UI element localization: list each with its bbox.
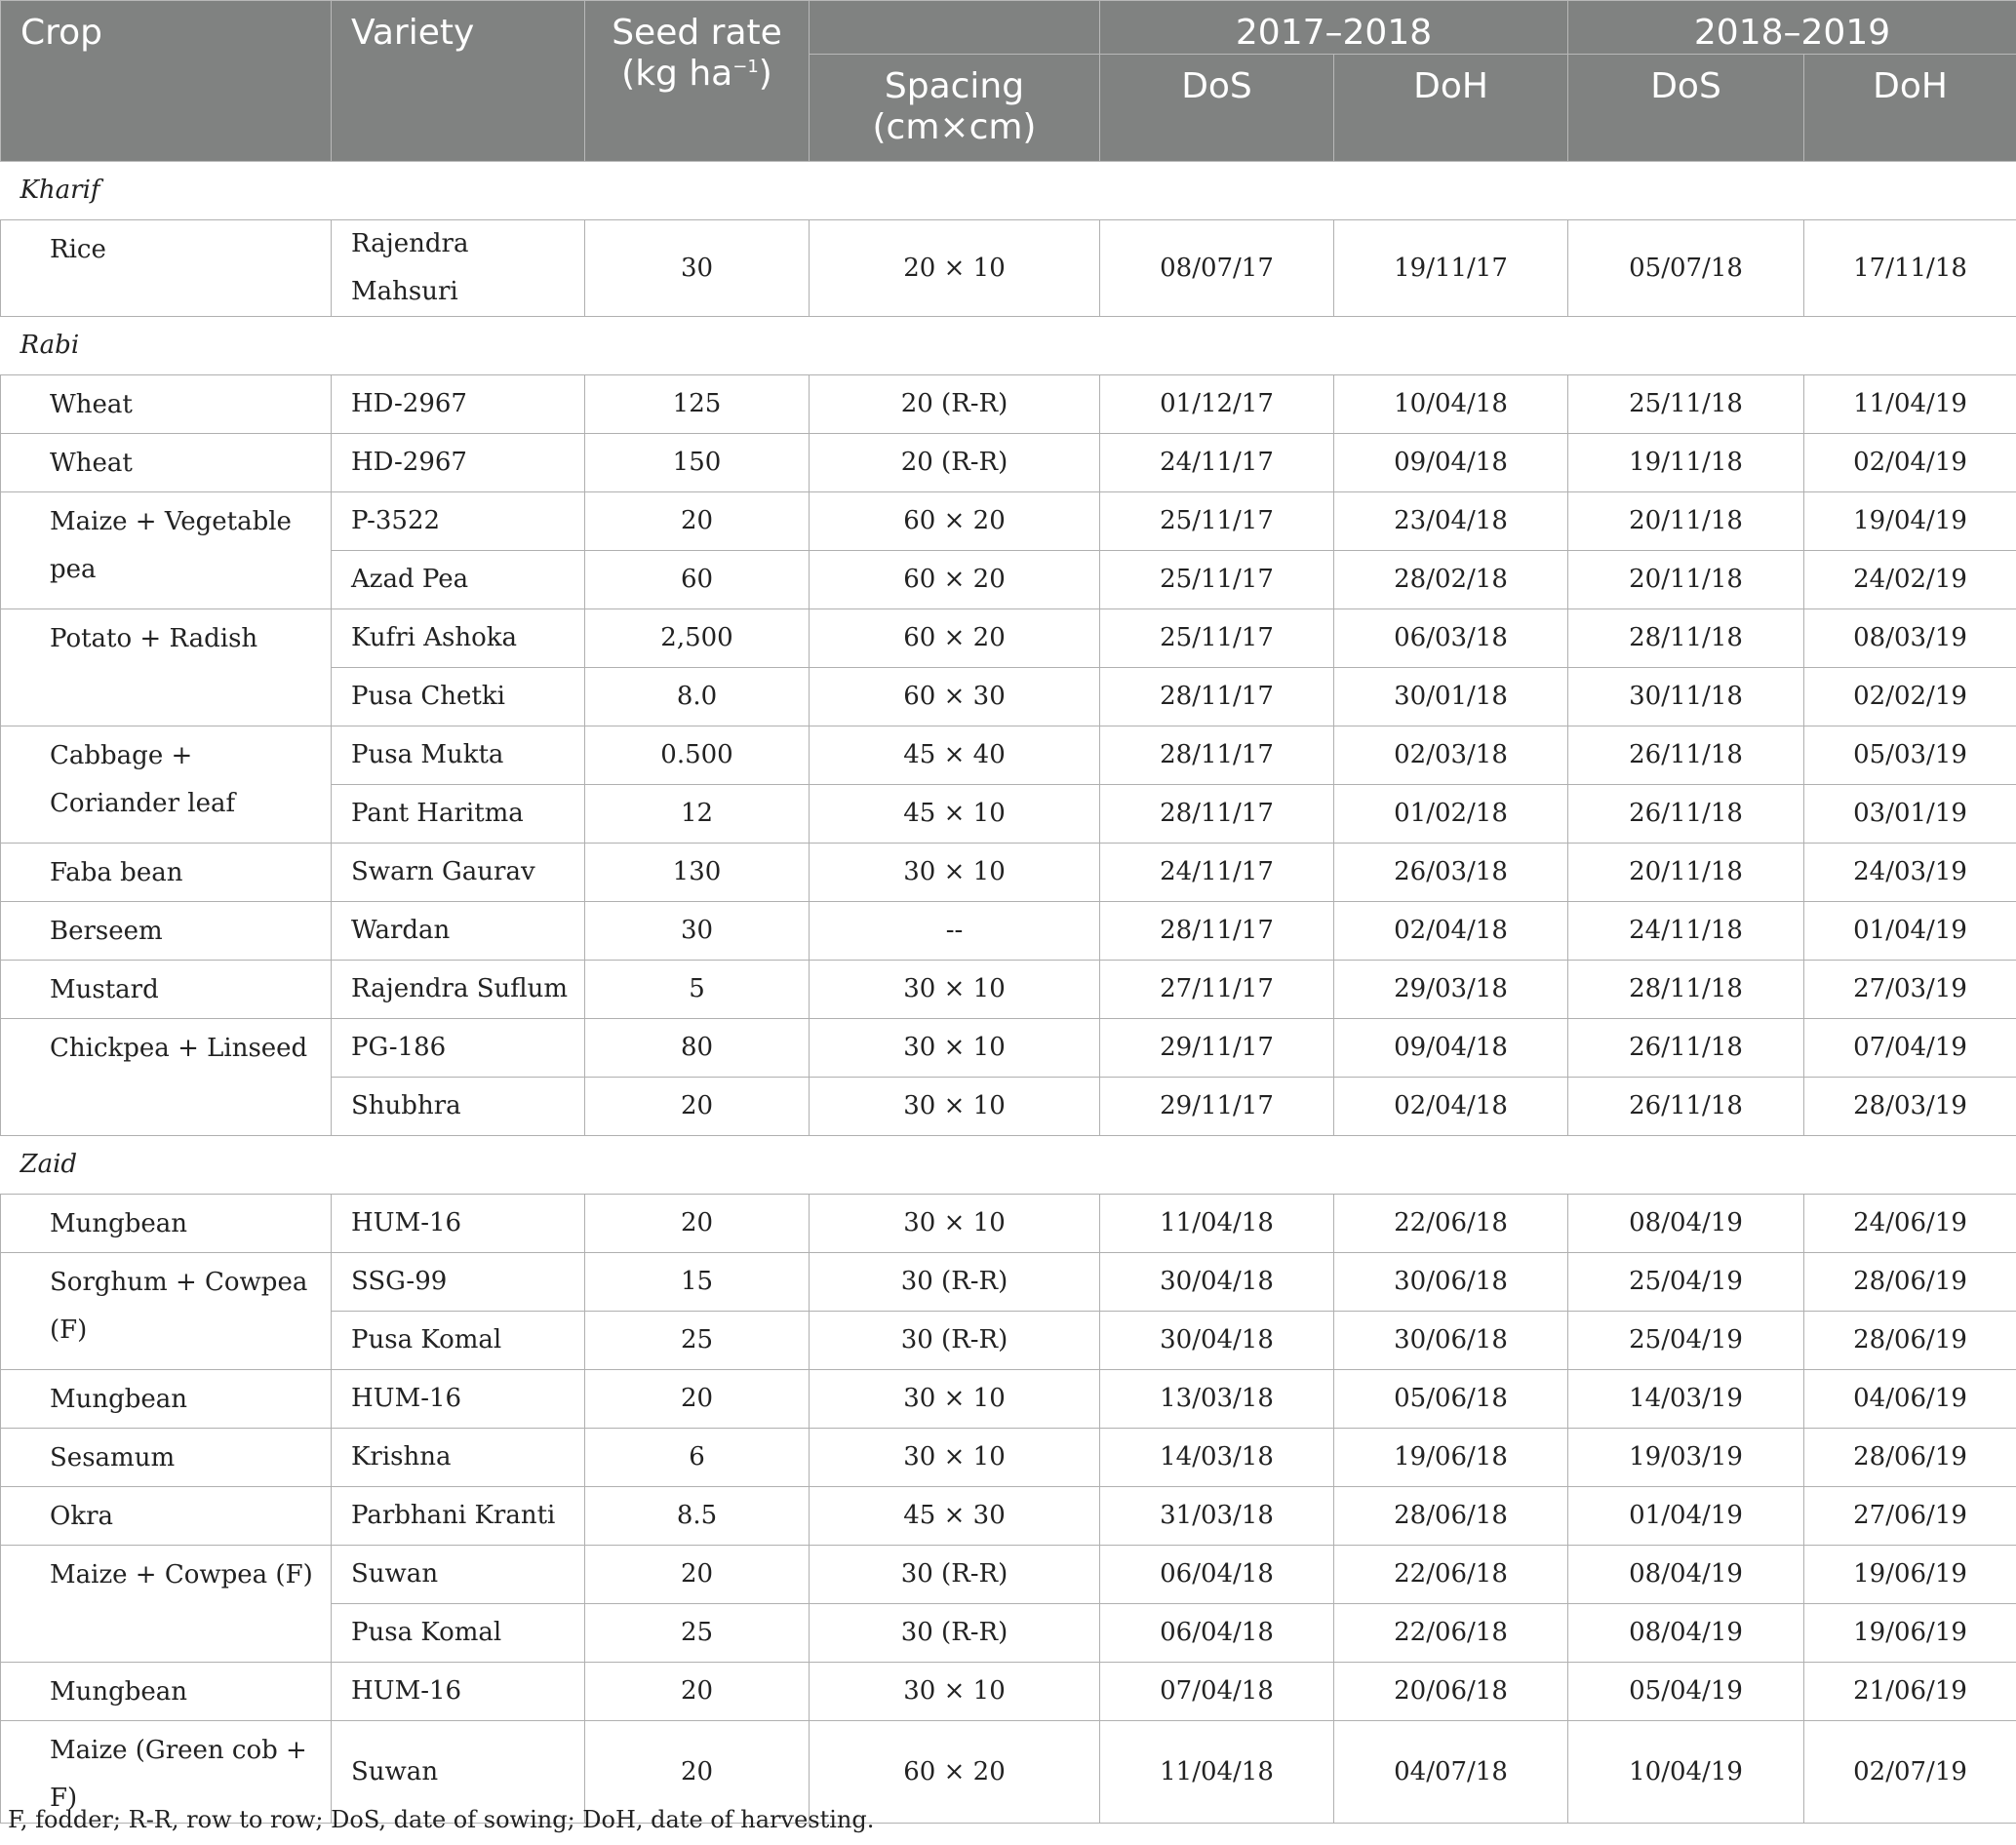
section-row bbox=[1, 317, 2016, 375]
crop-cell: Sorghum + Cowpea (F) bbox=[1, 1253, 332, 1370]
table-row bbox=[1, 1019, 2016, 1078]
doh-2018-cell: 11/04/19 bbox=[1804, 375, 2016, 434]
doh-2018-cell: 27/03/19 bbox=[1804, 961, 2016, 1019]
seed-rate-cell: 20 bbox=[585, 492, 810, 551]
seed-rate-cell: 20 bbox=[585, 1546, 810, 1604]
variety-cell: Azad Pea bbox=[332, 551, 585, 609]
table-row bbox=[1, 492, 2016, 551]
dos-2017-cell: 25/11/17 bbox=[1100, 609, 1334, 668]
doh-2017-cell: 20/06/18 bbox=[1334, 1663, 1568, 1721]
spacing-cell: 30 (R-R) bbox=[810, 1253, 1100, 1312]
dos-2017-cell: 01/12/17 bbox=[1100, 375, 1334, 434]
dos-2018-cell: 05/07/18 bbox=[1568, 220, 1804, 317]
doh-2017-cell: 22/06/18 bbox=[1334, 1604, 1568, 1663]
doh-2017-cell: 01/02/18 bbox=[1334, 785, 1568, 844]
doh-2017-cell: 09/04/18 bbox=[1334, 434, 1568, 492]
table-header bbox=[1, 1, 2016, 162]
dos-2017-cell: 28/11/17 bbox=[1100, 726, 1334, 785]
seed-rate-cell: 25 bbox=[585, 1312, 810, 1370]
dos-2018-cell: 25/04/19 bbox=[1568, 1253, 1804, 1312]
doh-2018-cell: 07/04/19 bbox=[1804, 1019, 2016, 1078]
dos-2018-cell: 20/11/18 bbox=[1568, 551, 1804, 609]
doh-2018-cell: 05/03/19 bbox=[1804, 726, 2016, 785]
dos-2018-cell: 08/04/19 bbox=[1568, 1195, 1804, 1253]
seed-rate-cell: 20 bbox=[585, 1078, 810, 1136]
dos-2017-cell: 08/07/17 bbox=[1100, 220, 1334, 317]
dos-2018-cell: 20/11/18 bbox=[1568, 492, 1804, 551]
spacing-cell: 30 × 10 bbox=[810, 961, 1100, 1019]
crop-cell: Mungbean bbox=[1, 1195, 332, 1253]
spacing-cell: 60 × 20 bbox=[810, 609, 1100, 668]
crop-cell: Mungbean bbox=[1, 1370, 332, 1429]
dos-2017-cell: 11/04/18 bbox=[1100, 1721, 1334, 1824]
doh-2018-cell: 28/03/19 bbox=[1804, 1078, 2016, 1136]
spacing-cell: 30 (R-R) bbox=[810, 1312, 1100, 1370]
table-row bbox=[1, 726, 2016, 785]
table-row bbox=[1, 609, 2016, 668]
dos-2018-cell: 10/04/19 bbox=[1568, 1721, 1804, 1824]
crop-cell: Cabbage + Coriander leaf bbox=[1, 726, 332, 844]
header-seed-rate-close: ) bbox=[758, 54, 772, 94]
doh-2018-cell: 03/01/19 bbox=[1804, 785, 2016, 844]
variety-cell: HUM-16 bbox=[332, 1195, 585, 1253]
dos-2018-cell: 26/11/18 bbox=[1568, 785, 1804, 844]
spacing-cell: 60 × 20 bbox=[810, 492, 1100, 551]
doh-2017-cell: 28/02/18 bbox=[1334, 551, 1568, 609]
dos-2018-cell: 26/11/18 bbox=[1568, 1078, 1804, 1136]
seed-rate-cell: 5 bbox=[585, 961, 810, 1019]
table-row bbox=[1, 1663, 2016, 1721]
variety-cell: Pusa Komal bbox=[332, 1312, 585, 1370]
variety-cell: Pant Haritma bbox=[332, 785, 585, 844]
dos-2018-cell: 08/04/19 bbox=[1568, 1604, 1804, 1663]
dos-2017-cell: 13/03/18 bbox=[1100, 1370, 1334, 1429]
variety-cell: HD-2967 bbox=[332, 434, 585, 492]
variety-cell: Rajendra Mahsuri bbox=[332, 220, 585, 317]
spacing-cell: 45 × 40 bbox=[810, 726, 1100, 785]
section-label: Zaid bbox=[1, 1136, 2016, 1195]
dos-2018-cell: 25/11/18 bbox=[1568, 375, 1804, 434]
dos-2017-cell: 14/03/18 bbox=[1100, 1429, 1334, 1487]
table-row bbox=[1, 220, 2016, 317]
variety-cell: Suwan bbox=[332, 1546, 585, 1604]
doh-2017-cell: 30/01/18 bbox=[1334, 668, 1568, 726]
crop-cell: Potato + Radish bbox=[1, 609, 332, 726]
dos-2017-cell: 29/11/17 bbox=[1100, 1078, 1334, 1136]
doh-2018-cell: 21/06/19 bbox=[1804, 1663, 2016, 1721]
variety-cell: Parbhani Kranti bbox=[332, 1487, 585, 1546]
table-row bbox=[1, 434, 2016, 492]
dos-2018-cell: 28/11/18 bbox=[1568, 961, 1804, 1019]
table-row bbox=[1, 844, 2016, 902]
table-row bbox=[1, 1546, 2016, 1604]
doh-2018-cell: 19/04/19 bbox=[1804, 492, 2016, 551]
variety-cell: P-3522 bbox=[332, 492, 585, 551]
variety-cell: Swarn Gaurav bbox=[332, 844, 585, 902]
spacing-cell: 30 (R-R) bbox=[810, 1546, 1100, 1604]
table-body bbox=[1, 162, 2016, 1824]
dos-2018-cell: 05/04/19 bbox=[1568, 1663, 1804, 1721]
seed-rate-cell: 30 bbox=[585, 902, 810, 961]
dos-2018-cell: 24/11/18 bbox=[1568, 902, 1804, 961]
doh-2017-cell: 30/06/18 bbox=[1334, 1253, 1568, 1312]
dos-2017-cell: 24/11/17 bbox=[1100, 434, 1334, 492]
seed-rate-cell: 20 bbox=[585, 1370, 810, 1429]
variety-cell: HUM-16 bbox=[332, 1370, 585, 1429]
spacing-cell: 30 × 10 bbox=[810, 1370, 1100, 1429]
section-label: Kharif bbox=[1, 162, 2016, 220]
seed-rate-cell: 80 bbox=[585, 1019, 810, 1078]
header-variety: Variety bbox=[332, 1, 585, 162]
crop-cell: Maize + Cowpea (F) bbox=[1, 1546, 332, 1663]
crop-cell: Okra bbox=[1, 1487, 332, 1546]
variety-cell: SSG-99 bbox=[332, 1253, 585, 1312]
table-row bbox=[1, 375, 2016, 434]
dos-2018-cell: 25/04/19 bbox=[1568, 1312, 1804, 1370]
doh-2017-cell: 10/04/18 bbox=[1334, 375, 1568, 434]
variety-cell: Wardan bbox=[332, 902, 585, 961]
dos-2017-cell: 28/11/17 bbox=[1100, 902, 1334, 961]
dos-2017-cell: 29/11/17 bbox=[1100, 1019, 1334, 1078]
header-seed-rate-line2: (kg ha bbox=[621, 54, 733, 94]
header-doh-2017: DoH bbox=[1334, 55, 1568, 162]
crop-cell: Mungbean bbox=[1, 1663, 332, 1721]
seed-rate-cell: 0.500 bbox=[585, 726, 810, 785]
variety-cell: HD-2967 bbox=[332, 375, 585, 434]
doh-2018-cell: 24/02/19 bbox=[1804, 551, 2016, 609]
crop-cell: Berseem bbox=[1, 902, 332, 961]
dos-2017-cell: 28/11/17 bbox=[1100, 785, 1334, 844]
header-spacing-line1: Spacing bbox=[884, 66, 1025, 106]
spacing-cell: 45 × 30 bbox=[810, 1487, 1100, 1546]
doh-2018-cell: 24/03/19 bbox=[1804, 844, 2016, 902]
doh-2017-cell: 28/06/18 bbox=[1334, 1487, 1568, 1546]
crop-cell: Maize + Vegetable pea bbox=[1, 492, 332, 609]
header-year-2018-2019: 2018–2019 bbox=[1568, 1, 2016, 55]
dos-2017-cell: 27/11/17 bbox=[1100, 961, 1334, 1019]
seed-rate-cell: 8.0 bbox=[585, 668, 810, 726]
dos-2017-cell: 06/04/18 bbox=[1100, 1604, 1334, 1663]
doh-2018-cell: 04/06/19 bbox=[1804, 1370, 2016, 1429]
doh-2017-cell: 02/03/18 bbox=[1334, 726, 1568, 785]
header-row-1 bbox=[1, 1, 2016, 55]
spacing-cell: 60 × 20 bbox=[810, 551, 1100, 609]
seed-rate-cell: 12 bbox=[585, 785, 810, 844]
variety-cell: HUM-16 bbox=[332, 1663, 585, 1721]
spacing-cell: 60 × 30 bbox=[810, 668, 1100, 726]
doh-2017-cell: 04/07/18 bbox=[1334, 1721, 1568, 1824]
seed-rate-cell: 15 bbox=[585, 1253, 810, 1312]
doh-2018-cell: 02/07/19 bbox=[1804, 1721, 2016, 1824]
header-dos-2018: DoS bbox=[1568, 55, 1804, 162]
doh-2018-cell: 01/04/19 bbox=[1804, 902, 2016, 961]
variety-cell: Kufri Ashoka bbox=[332, 609, 585, 668]
doh-2017-cell: 02/04/18 bbox=[1334, 902, 1568, 961]
spacing-cell: 20 (R-R) bbox=[810, 375, 1100, 434]
seed-rate-cell: 60 bbox=[585, 551, 810, 609]
variety-cell: Suwan bbox=[332, 1721, 585, 1824]
section-label: Rabi bbox=[1, 317, 2016, 375]
seed-rate-cell: 25 bbox=[585, 1604, 810, 1663]
dos-2018-cell: 20/11/18 bbox=[1568, 844, 1804, 902]
spacing-cell: 30 × 10 bbox=[810, 1078, 1100, 1136]
seed-rate-cell: 125 bbox=[585, 375, 810, 434]
header-seed-rate-sup: −1 bbox=[732, 57, 759, 77]
table-row bbox=[1, 1195, 2016, 1253]
dos-2017-cell: 25/11/17 bbox=[1100, 492, 1334, 551]
doh-2018-cell: 28/06/19 bbox=[1804, 1312, 2016, 1370]
variety-cell: Pusa Chetki bbox=[332, 668, 585, 726]
spacing-cell: 30 × 10 bbox=[810, 1429, 1100, 1487]
header-seed-rate bbox=[585, 1, 810, 162]
variety-cell: PG-186 bbox=[332, 1019, 585, 1078]
spacing-cell: 30 × 10 bbox=[810, 1663, 1100, 1721]
doh-2018-cell: 17/11/18 bbox=[1804, 220, 2016, 317]
doh-2017-cell: 22/06/18 bbox=[1334, 1195, 1568, 1253]
seed-rate-cell: 20 bbox=[585, 1195, 810, 1253]
table-row bbox=[1, 961, 2016, 1019]
crop-cell: Maize (Green cob + F) bbox=[1, 1721, 332, 1824]
dos-2018-cell: 19/11/18 bbox=[1568, 434, 1804, 492]
seed-rate-cell: 30 bbox=[585, 220, 810, 317]
crop-cell: Sesamum bbox=[1, 1429, 332, 1487]
doh-2018-cell: 19/06/19 bbox=[1804, 1604, 2016, 1663]
dos-2017-cell: 31/03/18 bbox=[1100, 1487, 1334, 1546]
doh-2017-cell: 19/11/17 bbox=[1334, 220, 1568, 317]
table-row bbox=[1, 902, 2016, 961]
table-footnote: F, fodder; R-R, row to row; DoS, date of sowing; DoH, date of harvesting. bbox=[8, 1806, 875, 1833]
doh-2017-cell: 06/03/18 bbox=[1334, 609, 1568, 668]
dos-2018-cell: 14/03/19 bbox=[1568, 1370, 1804, 1429]
spacing-cell: 20 (R-R) bbox=[810, 434, 1100, 492]
dos-2017-cell: 07/04/18 bbox=[1100, 1663, 1334, 1721]
dos-2018-cell: 26/11/18 bbox=[1568, 1019, 1804, 1078]
spacing-cell: 30 × 10 bbox=[810, 1019, 1100, 1078]
doh-2018-cell: 28/06/19 bbox=[1804, 1429, 2016, 1487]
dos-2017-cell: 24/11/17 bbox=[1100, 844, 1334, 902]
dos-2017-cell: 30/04/18 bbox=[1100, 1253, 1334, 1312]
spacing-cell: 30 × 10 bbox=[810, 1195, 1100, 1253]
table-row bbox=[1, 1487, 2016, 1546]
doh-2017-cell: 23/04/18 bbox=[1334, 492, 1568, 551]
dos-2018-cell: 19/03/19 bbox=[1568, 1429, 1804, 1487]
header-doh-2018: DoH bbox=[1804, 55, 2016, 162]
seed-rate-cell: 150 bbox=[585, 434, 810, 492]
seed-rate-cell: 6 bbox=[585, 1429, 810, 1487]
variety-cell: Pusa Komal bbox=[332, 1604, 585, 1663]
spacing-cell: 45 × 10 bbox=[810, 785, 1100, 844]
variety-cell: Rajendra Suflum bbox=[332, 961, 585, 1019]
dos-2018-cell: 08/04/19 bbox=[1568, 1546, 1804, 1604]
dos-2017-cell: 06/04/18 bbox=[1100, 1546, 1334, 1604]
doh-2018-cell: 27/06/19 bbox=[1804, 1487, 2016, 1546]
header-spacing-line2: (cm×cm) bbox=[872, 107, 1037, 147]
doh-2017-cell: 22/06/18 bbox=[1334, 1546, 1568, 1604]
variety-cell: Pusa Mukta bbox=[332, 726, 585, 785]
spacing-cell: -- bbox=[810, 902, 1100, 961]
doh-2017-cell: 29/03/18 bbox=[1334, 961, 1568, 1019]
variety-cell: Krishna bbox=[332, 1429, 585, 1487]
crop-cell: Faba bean bbox=[1, 844, 332, 902]
header-dos-2017: DoS bbox=[1100, 55, 1334, 162]
crop-cell: Rice bbox=[1, 220, 332, 317]
doh-2018-cell: 08/03/19 bbox=[1804, 609, 2016, 668]
dos-2017-cell: 30/04/18 bbox=[1100, 1312, 1334, 1370]
crop-cell: Wheat bbox=[1, 434, 332, 492]
seed-rate-cell: 8.5 bbox=[585, 1487, 810, 1546]
dos-2017-cell: 28/11/17 bbox=[1100, 668, 1334, 726]
seed-rate-cell: 20 bbox=[585, 1721, 810, 1824]
crop-cell: Chickpea + Linseed bbox=[1, 1019, 332, 1136]
table-row bbox=[1, 1253, 2016, 1312]
doh-2017-cell: 09/04/18 bbox=[1334, 1019, 1568, 1078]
header-spacing bbox=[810, 55, 1100, 162]
doh-2017-cell: 05/06/18 bbox=[1334, 1370, 1568, 1429]
seed-rate-cell: 20 bbox=[585, 1663, 810, 1721]
spacing-cell: 30 (R-R) bbox=[810, 1604, 1100, 1663]
doh-2017-cell: 02/04/18 bbox=[1334, 1078, 1568, 1136]
spacing-cell: 20 × 10 bbox=[810, 220, 1100, 317]
header-blank bbox=[810, 1, 1100, 55]
doh-2018-cell: 19/06/19 bbox=[1804, 1546, 2016, 1604]
table-row bbox=[1, 1370, 2016, 1429]
variety-cell: Shubhra bbox=[332, 1078, 585, 1136]
dos-2018-cell: 30/11/18 bbox=[1568, 668, 1804, 726]
table-row bbox=[1, 1429, 2016, 1487]
header-seed-rate-line1: Seed rate bbox=[612, 13, 782, 53]
dos-2017-cell: 11/04/18 bbox=[1100, 1195, 1334, 1253]
crop-cell: Mustard bbox=[1, 961, 332, 1019]
dos-2018-cell: 28/11/18 bbox=[1568, 609, 1804, 668]
crop-cell: Wheat bbox=[1, 375, 332, 434]
dos-2018-cell: 26/11/18 bbox=[1568, 726, 1804, 785]
dos-2017-cell: 25/11/17 bbox=[1100, 551, 1334, 609]
doh-2018-cell: 24/06/19 bbox=[1804, 1195, 2016, 1253]
doh-2017-cell: 19/06/18 bbox=[1334, 1429, 1568, 1487]
doh-2017-cell: 30/06/18 bbox=[1334, 1312, 1568, 1370]
section-row bbox=[1, 162, 2016, 220]
header-year-2017-2018: 2017–2018 bbox=[1100, 1, 1568, 55]
doh-2018-cell: 02/02/19 bbox=[1804, 668, 2016, 726]
section-row bbox=[1, 1136, 2016, 1195]
seed-rate-cell: 2,500 bbox=[585, 609, 810, 668]
doh-2018-cell: 28/06/19 bbox=[1804, 1253, 2016, 1312]
doh-2018-cell: 02/04/19 bbox=[1804, 434, 2016, 492]
dos-2018-cell: 01/04/19 bbox=[1568, 1487, 1804, 1546]
spacing-cell: 60 × 20 bbox=[810, 1721, 1100, 1824]
spacing-cell: 30 × 10 bbox=[810, 844, 1100, 902]
header-crop: Crop bbox=[1, 1, 332, 162]
seed-rate-cell: 130 bbox=[585, 844, 810, 902]
doh-2017-cell: 26/03/18 bbox=[1334, 844, 1568, 902]
